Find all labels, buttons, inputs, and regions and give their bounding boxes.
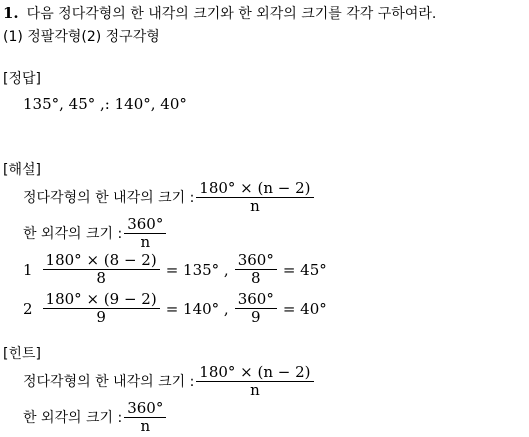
hint-interior-denominator: n [250, 381, 260, 399]
solution-exterior-formula [23, 216, 168, 251]
hint-exterior-formula [23, 400, 168, 435]
row1-frac2-numerator: 360° [235, 252, 277, 270]
row2-frac1-denominator: 9 [96, 308, 106, 326]
problem-number: 1. [3, 4, 19, 22]
row1-frac1-numerator: 180° × (8 − 2) [43, 252, 160, 270]
exterior-denominator: n [140, 233, 151, 251]
hint-exterior-label: 한 외각의 크기 : [23, 409, 123, 426]
row1-result-2: = 45° [282, 260, 327, 279]
row2-frac2-numerator: 360° [235, 291, 277, 309]
row1-fraction-1 [43, 252, 160, 287]
hint-interior-formula [23, 364, 316, 399]
row2-result-2: = 40° [282, 299, 327, 318]
hint-interior-label: 정다각형의 한 내각의 크기 : [23, 373, 195, 390]
problem-text: 다음 정다각형의 한 내각의 크기와 한 외각의 크기를 각각 구하여라. [26, 6, 437, 22]
row2-fraction-1 [43, 291, 160, 326]
row2-fraction-2 [235, 291, 277, 326]
answer-text: 135°, 45° ,: 140°, 40° [23, 95, 187, 113]
solution-row-2 [23, 291, 327, 326]
hint-interior-fraction [196, 364, 313, 399]
row-index: 2 [23, 299, 33, 318]
row1-result-1: = 135° , [165, 260, 229, 279]
interior-denominator: n [250, 197, 260, 215]
interior-fraction [196, 180, 313, 215]
hint-exterior-denominator: n [140, 417, 151, 435]
interior-numerator: 180° × (n − 2) [196, 180, 313, 198]
row2-frac1-numerator: 180° × (9 − 2) [43, 291, 160, 309]
solution-interior-label: 정다각형의 한 내각의 크기 : [23, 189, 195, 206]
row1-fraction-2 [235, 252, 277, 287]
row-index: 1 [23, 260, 33, 279]
hint-interior-numerator: 180° × (n − 2) [196, 364, 313, 382]
row2-result-1: = 140° , [165, 299, 229, 318]
solution-exterior-label: 한 외각의 크기 : [23, 225, 123, 242]
row1-frac1-denominator: 8 [96, 269, 106, 287]
row1-frac2-denominator: 8 [251, 269, 261, 287]
hint-exterior-fraction [124, 400, 166, 435]
hint-header: [힌트] [3, 346, 41, 362]
exterior-numerator: 360° [124, 216, 166, 234]
solution-header: [해설] [3, 162, 41, 178]
hint-exterior-numerator: 360° [124, 400, 166, 418]
solution-interior-formula [23, 180, 316, 215]
problem-statement [3, 4, 436, 23]
exterior-fraction [124, 216, 166, 251]
solution-row-1 [23, 252, 327, 287]
row2-frac2-denominator: 9 [251, 308, 261, 326]
problem-subparts: (1) 정팔각형(2) 정구각형 [3, 29, 160, 45]
answer-header: [정답] [3, 71, 41, 87]
